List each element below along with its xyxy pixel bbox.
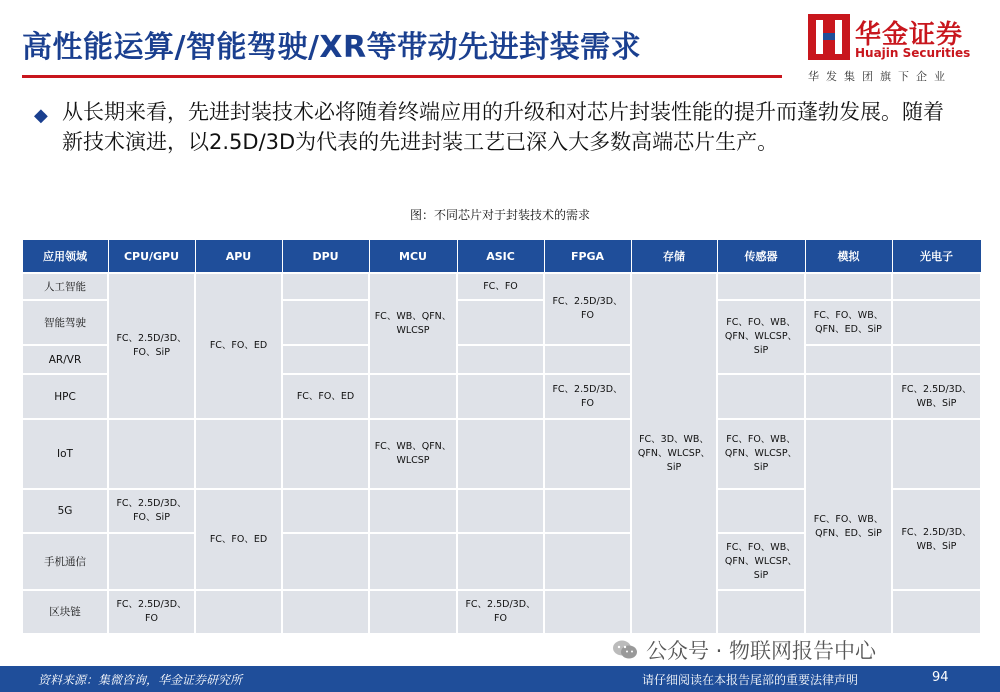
logo-name-en: Huajin Securities — [855, 46, 971, 60]
source-note: 资料来源：集微咨询，华金证券研究所 — [38, 673, 243, 687]
table-cell — [544, 419, 631, 489]
table-cell: FC、WB、QFN、WLCSP — [369, 419, 457, 489]
brand-logo — [808, 14, 983, 84]
row-header: 5G — [22, 489, 108, 533]
table-header-row — [22, 240, 981, 274]
table-cell — [369, 590, 457, 634]
table-cell: FC、FO、ED — [195, 489, 282, 590]
footer-bar — [0, 666, 1000, 692]
row-header: IoT — [22, 419, 108, 489]
table-cell: FC、3D、WB、QFN、WLCSP、SiP — [631, 273, 717, 634]
table-cell: FC、FO、ED — [282, 374, 369, 419]
table-cell — [544, 345, 631, 374]
table-cell — [717, 273, 805, 300]
watermark-text: 公众号 · 物联网报告中心 — [646, 639, 877, 663]
table-cell — [369, 533, 457, 590]
table-cell — [369, 374, 457, 419]
row-header: 智能驾驶 — [22, 300, 108, 345]
table-cell: FC、2.5D/3D、FO — [544, 374, 631, 419]
col-header: 光电子 — [892, 240, 981, 274]
table-cell: FC、FO、WB、QFN、ED、SiP — [805, 300, 892, 345]
table-cell — [717, 590, 805, 634]
table-cell — [457, 489, 544, 533]
row-header: AR/VR — [22, 345, 108, 374]
table-cell — [369, 489, 457, 533]
table-cell — [457, 300, 544, 345]
col-header: 模拟 — [805, 240, 892, 274]
col-header: ASIC — [457, 240, 544, 274]
table-cell: FC、2.5D/3D、FO — [457, 590, 544, 634]
col-header: CPU/GPU — [108, 240, 195, 274]
col-header: DPU — [282, 240, 369, 274]
row-header: 手机通信 — [22, 533, 108, 590]
row-header: 区块链 — [22, 590, 108, 634]
col-header: FPGA — [544, 240, 631, 274]
title-divider — [22, 75, 782, 78]
table-cell — [805, 374, 892, 419]
table-cell: FC、2.5D/3D、WB、SiP — [892, 489, 981, 590]
table-row — [22, 419, 981, 489]
table-cell: FC、WB、QFN、WLCSP — [369, 273, 457, 374]
col-header: 存储 — [631, 240, 717, 274]
table-cell — [457, 345, 544, 374]
bullet-paragraph — [34, 97, 952, 157]
table-cell — [805, 345, 892, 374]
row-header: 人工智能 — [22, 273, 108, 300]
table-cell — [892, 273, 981, 300]
table-cell: FC、2.5D/3D、FO、SiP — [108, 489, 195, 533]
table-cell: FC、FO、WB、QFN、WLCSP、SiP — [717, 300, 805, 374]
table-cell — [805, 273, 892, 300]
table-cell: FC、2.5D/3D、FO — [544, 273, 631, 345]
table-cell — [892, 345, 981, 374]
page-title: 高性能运算/智能驾驶/XR等带动先进封装需求 — [22, 30, 642, 65]
table-cell — [892, 590, 981, 634]
table-cell — [282, 590, 369, 634]
table-cell — [892, 419, 981, 489]
legal-disclaimer: 请仔细阅读在本报告尾部的重要法律声明 — [642, 673, 859, 687]
wechat-icon — [612, 639, 638, 661]
bullet-text: 从长期来看，先进封装技术必将随着终端应用的升级和对芯片封装性能的提升而蓬勃发展。随着新技术演进，以2.5D/3D为代表的先进封装工艺已深入大多数高端芯片生产。 — [62, 100, 944, 154]
table-cell — [717, 374, 805, 419]
table-cell: FC、2.5D/3D、FO、SiP — [108, 273, 195, 419]
table-cell: FC、2.5D/3D、WB、SiP — [892, 374, 981, 419]
packaging-demand-table — [21, 239, 982, 635]
col-header: 应用领域 — [22, 240, 108, 274]
table-cell — [544, 489, 631, 533]
table-cell — [282, 419, 369, 489]
table-cell — [544, 590, 631, 634]
table-cell: FC、FO、WB、QFN、ED、SiP — [805, 419, 892, 634]
table-cell: FC、2.5D/3D、FO — [108, 590, 195, 634]
table-cell — [544, 533, 631, 590]
table-cell — [108, 533, 195, 590]
table-cell — [195, 590, 282, 634]
table-cell — [457, 419, 544, 489]
table-cell — [457, 533, 544, 590]
table-cell — [282, 273, 369, 300]
table-cell: FC、FO、WB、QFN、WLCSP、SiP — [717, 533, 805, 590]
huajin-logo-icon — [808, 14, 850, 60]
table-cell — [282, 345, 369, 374]
table-cell — [717, 489, 805, 533]
watermark — [612, 636, 876, 664]
table-cell: FC、FO、WB、QFN、WLCSP、SiP — [717, 419, 805, 489]
col-header: 传感器 — [717, 240, 805, 274]
logo-subtitle: 华发集团旗下企业 — [808, 70, 952, 83]
figure-caption: 图：不同芯片对于封装技术的需求 — [409, 208, 590, 222]
row-header: HPC — [22, 374, 108, 419]
col-header: MCU — [369, 240, 457, 274]
table-cell: FC、FO、ED — [195, 273, 282, 419]
logo-name-cn: 华金证券 — [855, 20, 964, 50]
col-header: APU — [195, 240, 282, 274]
table-row — [22, 273, 981, 300]
table-cell — [457, 374, 544, 419]
page-number: 94 — [932, 670, 949, 685]
diamond-bullet-icon: ◆ — [34, 105, 48, 126]
table-cell: FC、FO — [457, 273, 544, 300]
table-cell — [195, 419, 282, 489]
table-cell — [282, 300, 369, 345]
table-cell — [108, 419, 195, 489]
table-cell — [282, 533, 369, 590]
table-cell — [282, 489, 369, 533]
table-cell — [892, 300, 981, 345]
